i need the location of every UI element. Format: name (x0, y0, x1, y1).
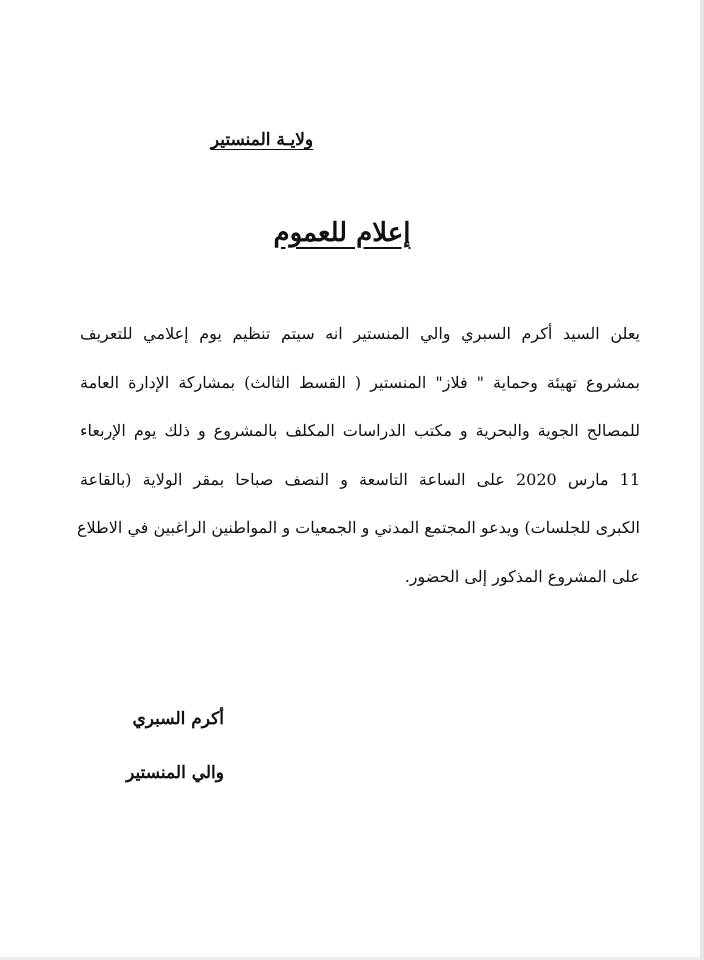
signature-block (126, 692, 224, 800)
governorate-heading: ولايـة المنستير (210, 130, 314, 150)
signatory-role: والي المنستير (126, 763, 224, 783)
signatory-name: أكرم السبري (132, 709, 224, 729)
body-line: الكبرى للجلسات) ويدعو المجتمع المدني و الجمعيات و المواطنين الراغبين في الاطلاع (76, 518, 640, 537)
body-line: للمصالح الجوية والبحرية و مكتب الدراسات المكلف بالمشروع و ذلك يوم الإربعاء (80, 421, 640, 440)
body-line: بمشروع تهيئة وحماية " فلاز" المنستير ( القسط الثالث) بمشاركة الإدارة العامة (80, 372, 640, 392)
body-line: 11 مارس 2020 على الساعة التاسعة و النصف صباحا بمقر الولاية (بالقاعة (80, 469, 641, 489)
title-block (0, 218, 704, 248)
header-block (0, 130, 704, 150)
body-line: على المشروع المذكور إلى الحضور. (404, 566, 640, 586)
announcement-body (76, 310, 641, 601)
announcement-title: إعلام للعموم (273, 218, 411, 248)
body-line: يعلن السيد أكرم السبري والي المنستير انه سيتم تنظيم يوم إعلامي للتعريف (80, 324, 640, 343)
